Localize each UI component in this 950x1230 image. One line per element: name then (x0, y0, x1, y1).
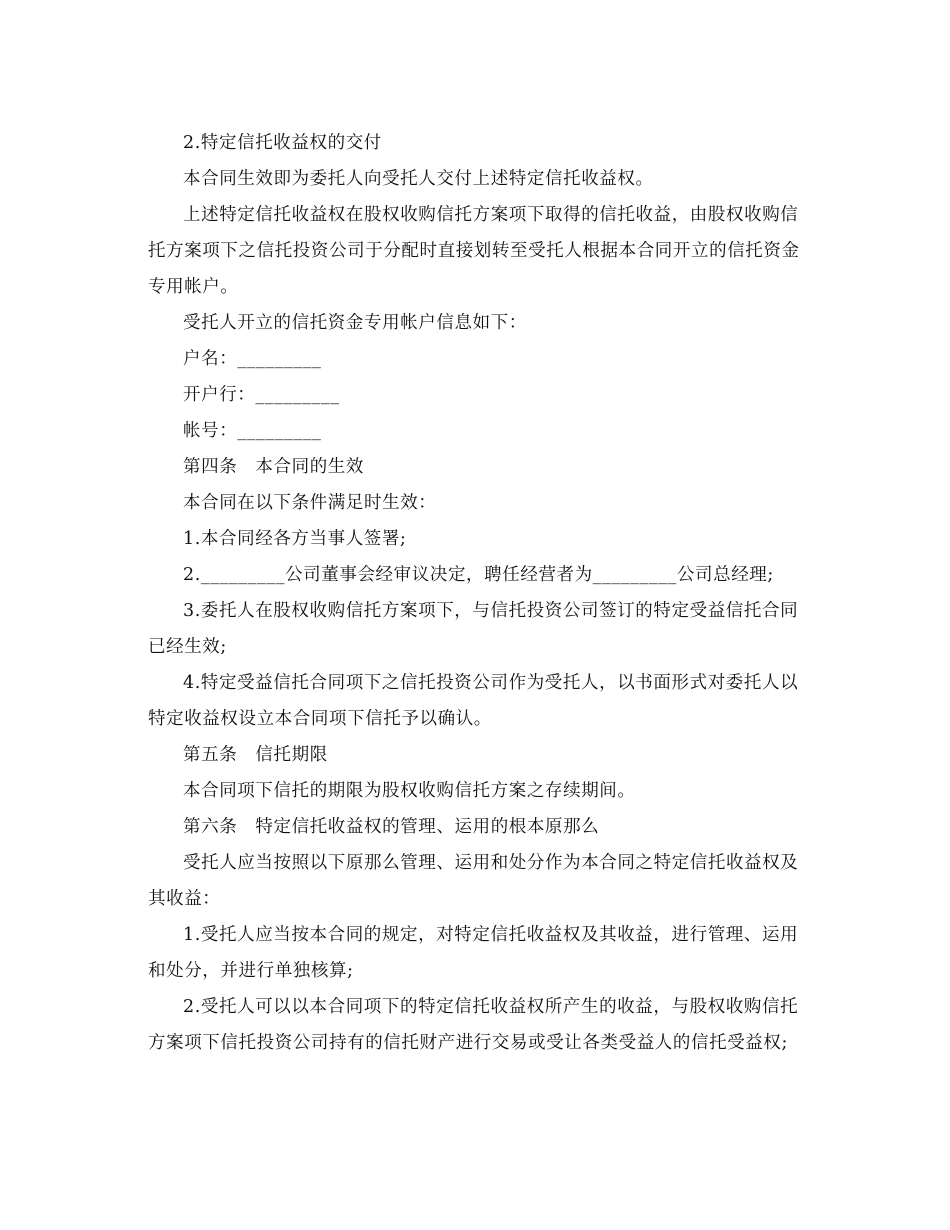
article-5-heading: 第五条 信托期限 (183, 745, 328, 765)
article-6-heading: 第六条 特定信托收益权的管理、运用的根本原那么 (183, 817, 600, 837)
principle-1: 1.受托人应当按本合同的规定，对特定信托收益权及其收益，进行管理、运用和处分，并进行单独核算; (148, 925, 799, 981)
paragraph-account-bank: 开户行：_________ (183, 385, 340, 405)
paragraph-account-number: 帐号：_________ (183, 421, 322, 441)
paragraph-effect-conditions: 本合同在以下条件满足时生效： (183, 493, 437, 513)
condition-2: 2._________公司董事会经审议决定，聘任经营者为_________公司总经理; (183, 565, 774, 585)
condition-3: 3.委托人在股权收购信托方案项下，与信托投资公司签订的特定受益信托合同已经生效; (148, 601, 799, 657)
article-4-heading: 第四条 本合同的生效 (183, 457, 364, 477)
condition-1: 1.本合同经各方当事人签署; (183, 529, 407, 549)
paragraph-management-principles: 受托人应当按照以下原那么管理、运用和处分作为本合同之特定信托收益权及其收益： (148, 853, 799, 909)
paragraph-trust-term: 本合同项下信托的期限为股权收购信托方案之存续期间。 (183, 781, 636, 801)
paragraph-delivery-effect: 本合同生效即为委托人向受托人交付上述特定信托收益权。 (183, 169, 654, 189)
paragraph-transfer-of-income: 上述特定信托收益权在股权收购信托方案项下取得的信托收益，由股权收购信托方案项下之信托投资公司于分配时直接划转至受托人根据本合同开立的信托资金专用帐户。 (148, 205, 800, 297)
principle-2: 2.受托人可以以本合同项下的特定信托收益权所产生的收益，与股权收购信托方案项下信托投资公司持有的信托财产进行交易或受让各类受益人的信托受益权; (148, 997, 799, 1053)
condition-4: 4.特定受益信托合同项下之信托投资公司作为受托人，以书面形式对委托人以特定收益权设立本合同项下信托予以确认。 (148, 673, 799, 729)
paragraph-account-name: 户名：_________ (183, 349, 322, 369)
paragraph-account-info-intro: 受托人开立的信托资金专用帐户信息如下： (183, 313, 527, 333)
paragraph-delivery-heading: 2.特定信托收益权的交付 (183, 133, 382, 153)
